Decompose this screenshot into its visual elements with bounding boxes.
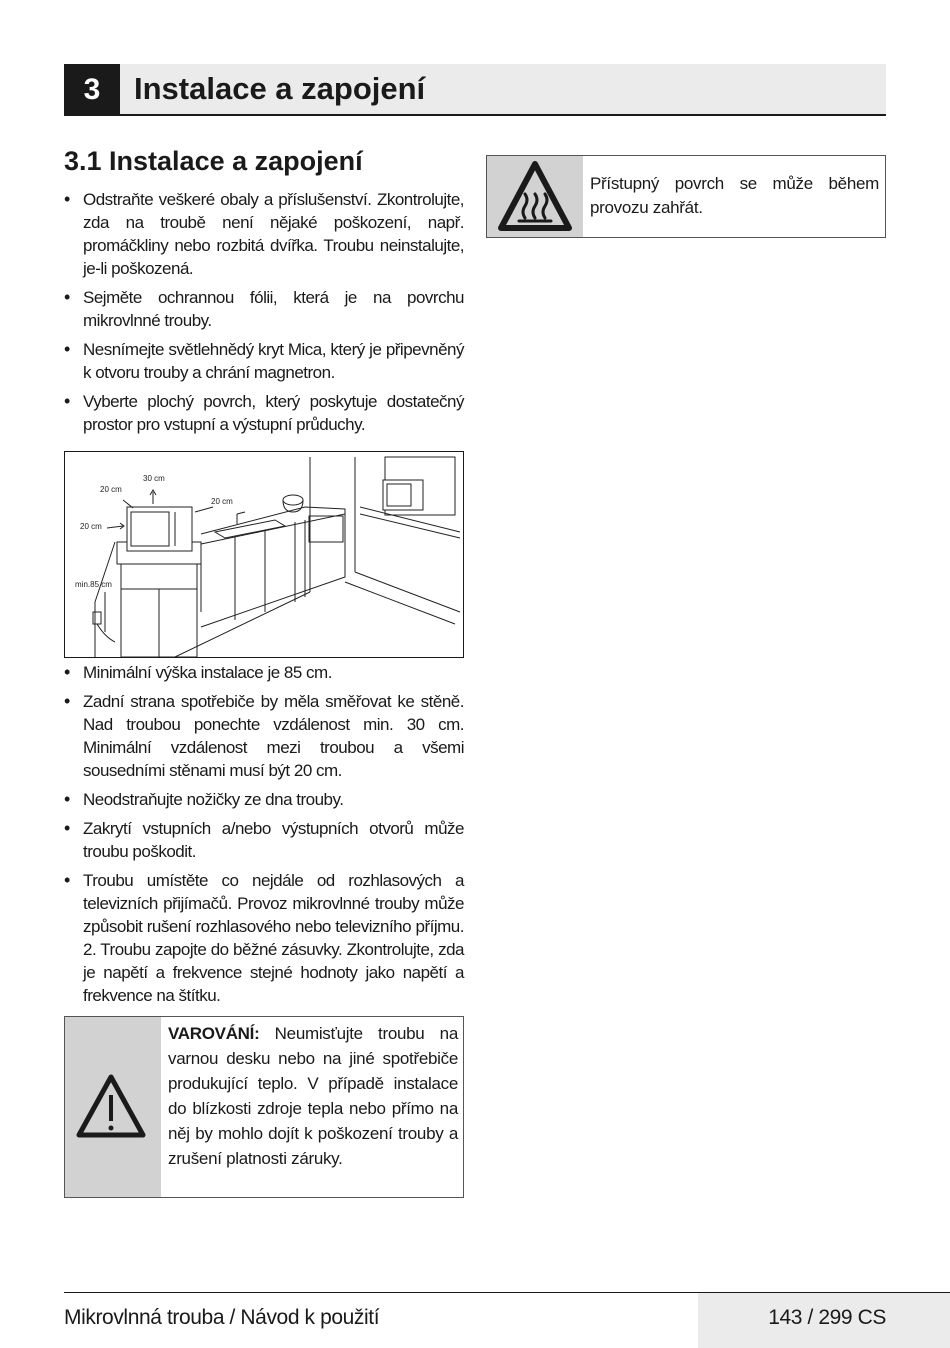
label-back-clearance: 20 cm <box>100 485 122 494</box>
installation-steps-list <box>64 188 464 442</box>
footer-document-title: Mikrovlnná trouba / Návod k použití <box>64 1306 380 1329</box>
list-item: • Sejměte ochrannou fólii, která je na povrchu mikrovlnné trouby. <box>64 286 464 332</box>
list-item: • Troubu umístěte co nejdále od rozhlasových a televizních přijímačů. Provoz mikrovlnné trouby může způsobit rušení rozhlasového nebo televizního příjmu. 2. Troubu zapojte do běžné zásuvky. Zkontrolujte, zda je napětí a frekvence stejné hodnoty jako napětí a frekvence na štítku. <box>64 869 464 1007</box>
warning-icon <box>65 1017 161 1197</box>
list-item: • Zakrytí vstupních a/nebo výstupních otvorů může troubu poškodit. <box>64 817 464 863</box>
warning-notice <box>64 1016 464 1198</box>
kitchen-installation-illustration <box>65 452 463 657</box>
label-top-clearance: 30 cm <box>143 474 165 483</box>
label-left-clearance: 20 cm <box>80 522 102 531</box>
hot-surface-icon <box>487 156 583 237</box>
warning-text <box>168 1021 458 1171</box>
list-item: • Neodstraňujte nožičky ze dna trouby. <box>64 788 464 811</box>
section-title: 3.1 Instalace a zapojení <box>64 146 363 176</box>
installation-notes-list <box>64 661 464 1013</box>
chapter-number: 3 <box>64 64 120 114</box>
chapter-title: Instalace a zapojení <box>134 71 426 106</box>
hot-surface-notice <box>486 155 886 238</box>
chapter-header <box>64 64 886 116</box>
label-min-height: min.85 cm <box>75 580 112 589</box>
list-item: • Vyberte plochý povrch, který poskytuje dostatečný prostor pro vstupní a výstupní průduchy. <box>64 390 464 436</box>
installation-clearance-figure <box>64 451 464 658</box>
list-item: • Nesnímejte světlehnědý kryt Mica, který je připevněný k otvoru trouby a chrání magnetron. <box>64 338 464 384</box>
warning-label: VAROVÁNÍ: <box>168 1024 260 1043</box>
footer-page-number: 143 / 299 CS <box>768 1306 886 1329</box>
warning-body: Neumisťujte troubu na varnou desku nebo na jiné spotřebiče produkující teplo. V případě instalace do blízkosti zdroje tepla nebo přímo na něj by mohlo dojít k poškození trouby a zrušení platnosti záruky. <box>168 1024 458 1168</box>
list-item: • Zadní strana spotřebiče by měla směřovat ke stěně. Nad troubou ponechte vzdálenost min. 30 cm. Minimální vzdálenost mezi troubou a všemi sousedními stěnami musí být 20 cm. <box>64 690 464 782</box>
list-item: • Odstraňte veškeré obaly a příslušenství. Zkontrolujte, zda na troubě není nějaké poškození, např. promáčkliny nebo rozbitá dvířka. Troubu neinstalujte, je-li poškozená. <box>64 188 464 280</box>
list-item: • Minimální výška instalace je 85 cm. <box>64 661 464 684</box>
label-side-clearance: 20 cm <box>211 497 233 506</box>
hot-surface-text: Přístupný povrch se může během provozu zahřát. <box>590 174 879 217</box>
